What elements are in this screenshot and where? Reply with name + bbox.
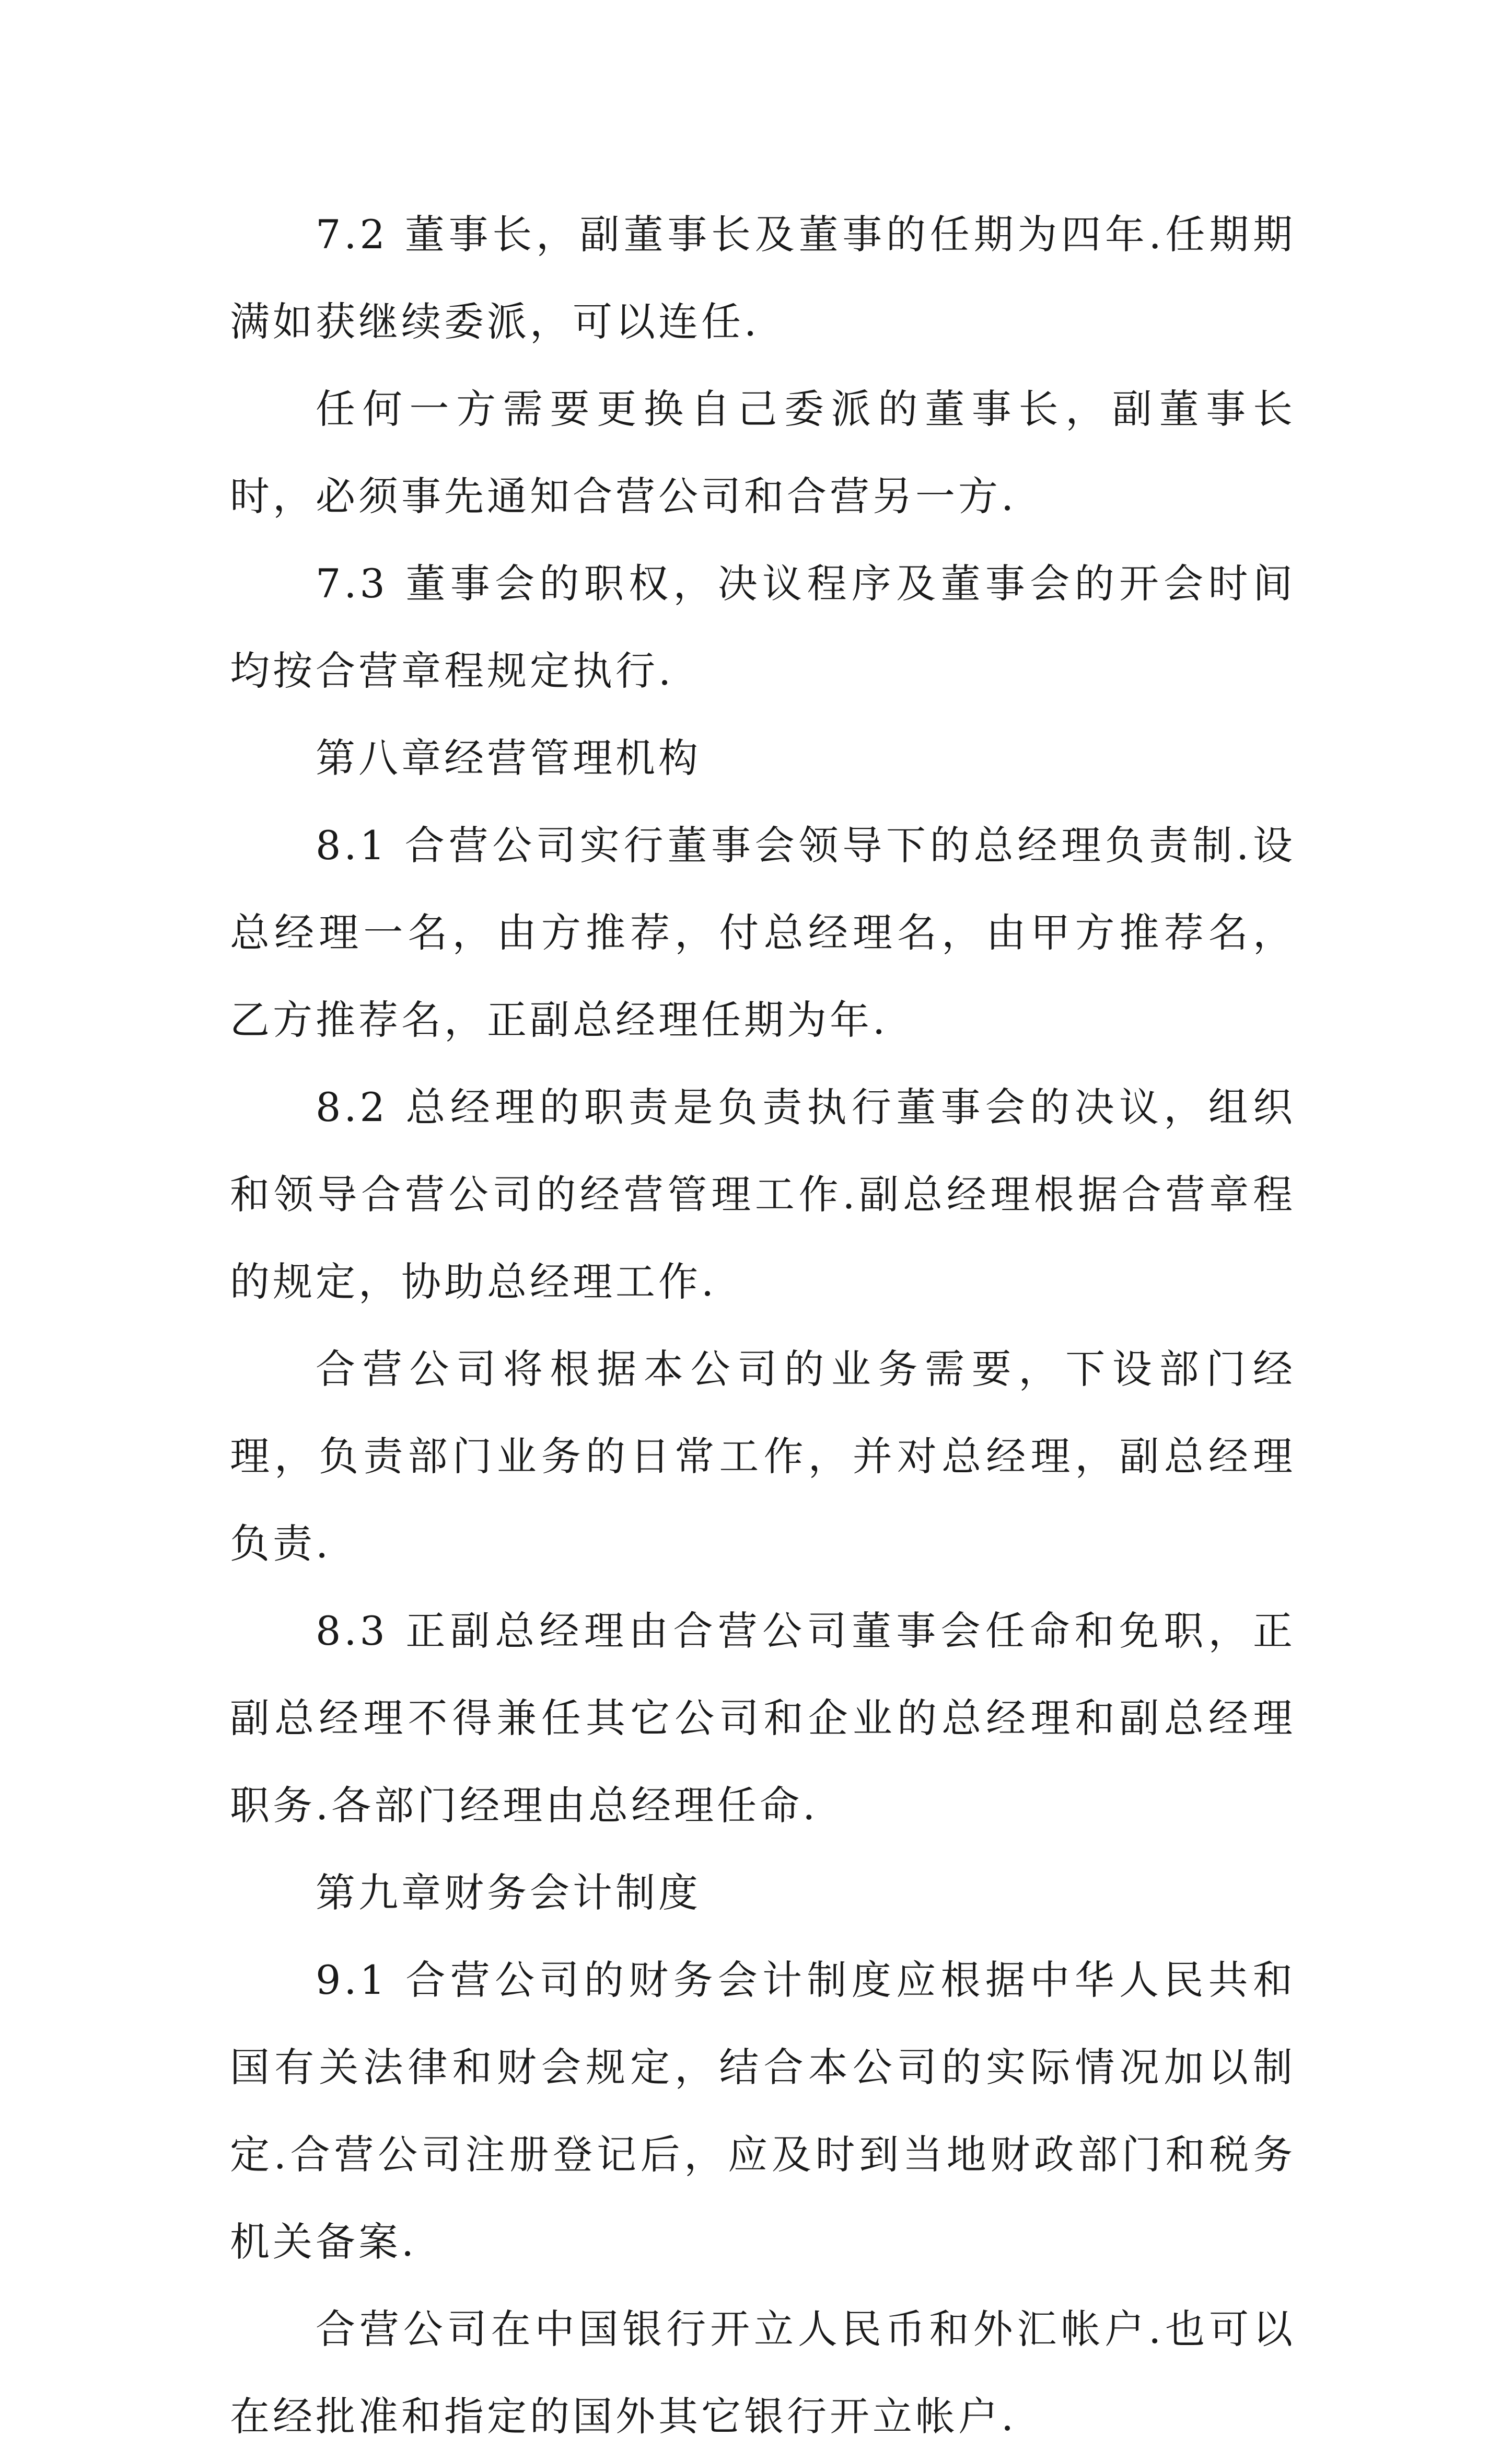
document-body: [230, 191, 1296, 2460]
paragraph-8-2: 8.2 总经理的职责是负责执行董事会的决议，组织和领导合营公司的经营管理工作.副总经理根据合营章程的规定，协助总经理工作.: [230, 1084, 1296, 1305]
paragraph-bank-accounts: 合营公司在中国银行开立人民币和外汇帐户.也可以在经批准和指定的国外其它银行开立帐户.: [230, 2306, 1296, 2440]
paragraph-7-2: 7.2 董事长，副董事长及董事的任期为四年.任期期满如获继续委派，可以连任.: [230, 211, 1296, 345]
paragraph-replace-chairman: 任何一方需要更换自己委派的董事长，副董事长时，必须事先通知合营公司和合营另一方.: [230, 386, 1296, 519]
paragraph-9-1: 9.1 合营公司的财务会计制度应根据中华人民共和国有关法律和财会规定，结合本公司的实际情况加以制定.合营公司注册登记后，应及时到当地财政部门和税务机关备案.: [230, 1957, 1296, 2265]
paragraph-department-managers: 合营公司将根据本公司的业务需要，下设部门经理，负责部门业务的日常工作，并对总经理，副总经理负责.: [230, 1346, 1296, 1567]
paragraph-8-1: 8.1 合营公司实行董事会领导下的总经理负责制.设总经理一名，由方推荐，付总经理名，由甲方推荐名，乙方推荐名，正副总经理任期为年.: [230, 822, 1296, 1043]
paragraph-8-3: 8.3 正副总经理由合营公司董事会任命和免职，正副总经理不得兼任其它公司和企业的总经理和副总经理职务.各部门经理由总经理任命.: [230, 1608, 1296, 1829]
chapter-9-heading: 第九章财务会计制度: [316, 1869, 701, 1916]
chapter-8-heading: 第八章经营管理机构: [316, 735, 701, 781]
paragraph-7-3: 7.3 董事会的职权，决议程序及董事会的开会时间均按合营章程规定执行.: [230, 560, 1296, 694]
